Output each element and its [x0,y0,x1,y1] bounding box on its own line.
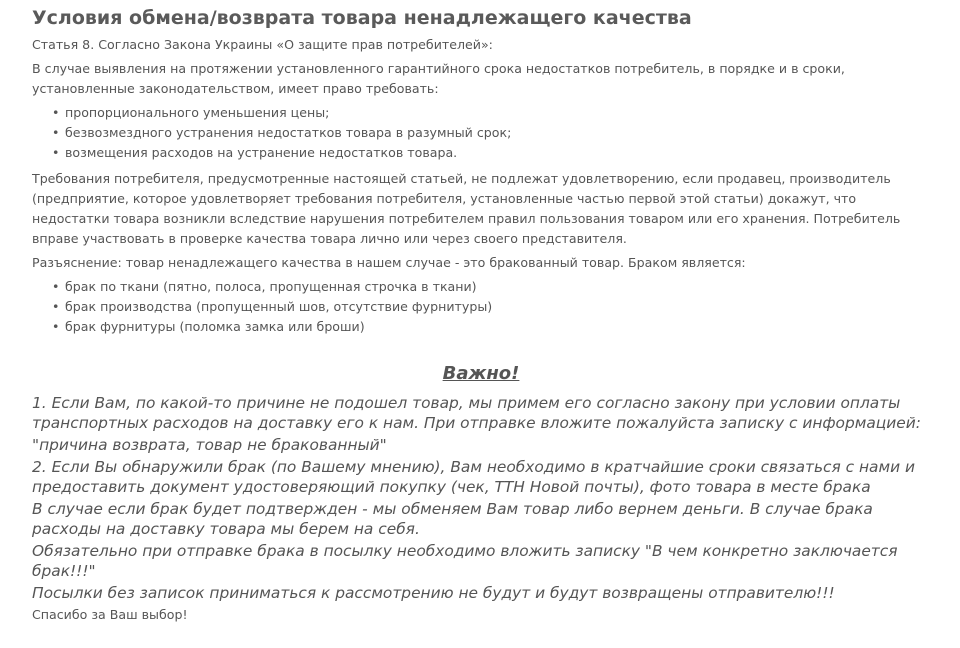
list-item [52,103,930,123]
list-item-text: брак по ткани (пятно, полоса, пропущенная строчка в ткани) [65,279,477,294]
important-item-2: 2. Если Вы обнаружили брак (по Вашему мнению), Вам необходимо в кратчайшие сроки связаться с нами и предоставить документ удостоверяющий покупку (чек, ТТН Новой почты), фото товара в месте брака [32,458,916,496]
list-item-text: возмещения расходов на устранение недостатков товара. [65,145,458,160]
consumer-rights-list [32,103,930,163]
list-item-text: брак производства (пропущенный шов, отсутствие фурнитуры) [65,299,493,314]
thanks-text: Спасибо за Ваш выбор! [32,607,188,622]
list-item [52,143,930,163]
defects-list [32,277,930,337]
page-title: Условия обмена/возврата товара ненадлежащего качества [32,7,692,29]
bullet-icon: • [52,145,60,160]
important-item-5: Посылки без записок приниматься к рассмотрению не будут и будут возвращены отправителю!!! [32,584,835,602]
list-item-text: пропорционального уменьшения цены; [65,105,330,120]
defect-explanation: Разъяснение: товар ненадлежащего качества в нашем случае - это бракованный товар. Браком является: [32,255,746,270]
conditions-paragraph: Требования потребителя, предусмотренные настоящей статьей, не подлежат удовлетворению, если продавец, производитель (предприятие, которое удовлетворяет требования потребителя, установленные частью первой этой статьи) докажут, что недостатки товара возникли вследствие нарушения потребителем правил пользования товаром или его хранения. Потребитель вправе участвовать в проверке качества товара лично или через своего представителя. [32,171,901,246]
list-item [52,297,930,317]
important-item-1: 1. Если Вам, по какой-то причине не подошел товар, мы примем его согласно закону при условии оплаты транспортных расходов на доставку его к нам. При отправке вложите пожалуйста записку с информацией: [32,394,921,432]
law-reference: Статья 8. Согласно Закона Украины «О защите прав потребителей»: [32,37,493,52]
bullet-icon: • [52,105,60,120]
bullet-icon: • [52,319,60,334]
rights-intro-paragraph: В случае выявления на протяжении установленного гарантийного срока недостатков потребитель, в порядке и в сроки, установленные законодательством, имеет право требовать: [32,61,845,96]
list-item [52,277,930,297]
important-item-3: В случае если брак будет подтвержден - мы обменяем Вам товар либо вернем деньги. В случае брака расходы на доставку товара мы берем на себя. [32,500,873,538]
bullet-icon: • [52,125,60,140]
important-item-4: Обязательно при отправке брака в посылку необходимо вложить записку "В чем конкретно заключается брак!!!" [32,542,898,580]
list-item [52,317,930,337]
list-item-text: брак фурнитуры (поломка замка или броши) [65,319,365,334]
list-item-text: безвозмездного устранения недостатков товара в разумный срок; [65,125,512,140]
list-item [52,123,930,143]
important-item-1-note: "причина возврата, товар не бракованный" [32,436,387,454]
important-heading: Важно! [442,363,520,384]
section-spacer [32,343,930,361]
bullet-icon: • [52,279,60,294]
bullet-icon: • [52,299,60,314]
